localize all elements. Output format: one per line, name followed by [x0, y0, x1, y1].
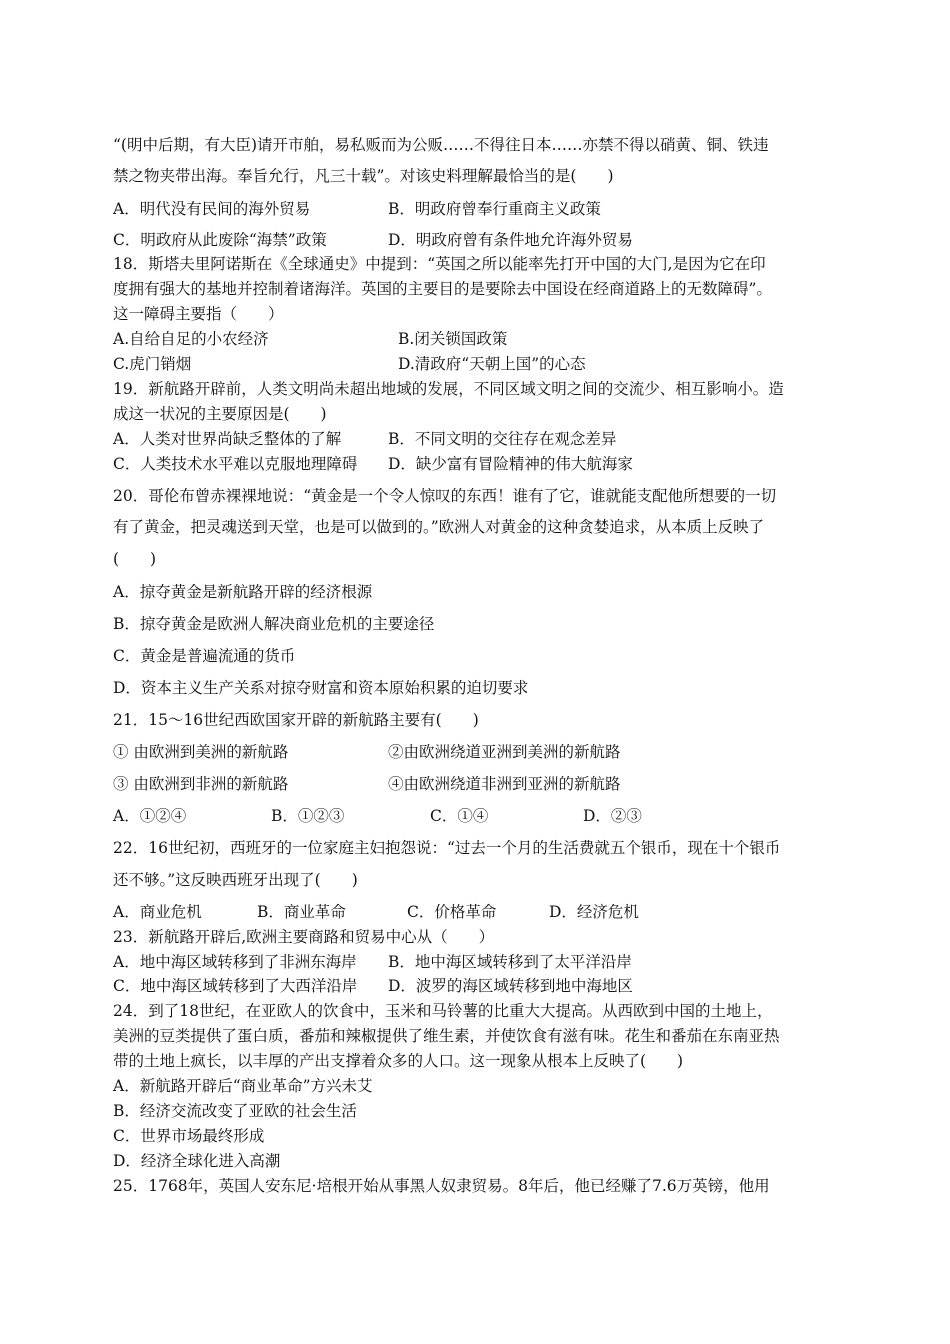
q19-option-c: C．人类技术水平难以克服地理障碍 [113, 455, 358, 473]
q25-stem-line1: 25．1768年，英国人安东尼·培根开始从事黑人奴隶贸易。8年后，他已经赚了7.6万英镑，他用 [113, 1177, 770, 1195]
q20-stem-line1: 20．哥伦布曾赤裸裸地说：“黄金是一个令人惊叹的东西！谁有了它，谁就能支配他所想要的一切 [113, 487, 777, 505]
q20-stem-line3: ( ) [113, 550, 157, 568]
q17-stem-line2: 禁之物夹带出海。奉旨允行，凡三十载”。对该史料理解最恰当的是( ) [113, 167, 614, 185]
q19-option-d: D．缺少富有冒险精神的伟大航海家 [388, 455, 633, 473]
q18-option-a: A.自给自足的小农经济 [113, 330, 269, 348]
q17-option-d: D．明政府曾有条件地允许海外贸易 [388, 231, 633, 249]
q20-option-d: D．资本主义生产关系对掠夺财富和资本原始积累的迫切要求 [113, 679, 529, 697]
q24-option-a: A．新航路开辟后“商业革命”方兴未艾 [113, 1077, 373, 1095]
q22-stem-line2: 还不够。”这反映西班牙出现了( ) [113, 871, 358, 889]
q24-stem-line2: 美洲的豆类提供了蛋白质，番茄和辣椒提供了维生素，并使饮食有滋有味。花生和番茄在东南亚热 [113, 1027, 780, 1045]
q24-option-b: B．经济交流改变了亚欧的社会生活 [113, 1102, 357, 1120]
q24-stem-line3: 带的土地上疯长，以丰厚的产出支撑着众多的人口。这一现象从根本上反映了( ) [113, 1052, 684, 1070]
q24-option-c: C．世界市场最终形成 [113, 1127, 265, 1145]
q21-option-c: C．①④ [430, 807, 489, 825]
q18-option-c: C.虎门销烟 [113, 355, 192, 373]
q21-option-d: D．②③ [583, 807, 642, 825]
q23-option-b: B．地中海区域转移到了太平洋沿岸 [388, 953, 632, 971]
q24-stem-line1: 24．到了18世纪，在亚欧人的饮食中，玉米和马铃薯的比重大大提高。从西欧到中国的土地上， [113, 1002, 773, 1020]
q21-option-a: A．①②④ [113, 807, 187, 825]
q17-option-a: A．明代没有民间的海外贸易 [113, 200, 311, 218]
q18-option-d: D.清政府“天朝上国”的心态 [398, 355, 586, 373]
q19-option-b: B．不同文明的交往存在观念差异 [388, 430, 617, 448]
q22-stem-line1: 22．16世纪初，西班牙的一位家庭主妇抱怨说：“过去一个月的生活费就五个银币，现在十个银币 [113, 839, 781, 857]
q18-option-b: B.闭关锁国政策 [398, 330, 508, 348]
q17-stem-line1: “(明中后期，有大臣)请开市舶，易私贩而为公贩……不得往日本……亦禁不得以硝黄、铜、铁违 [113, 136, 769, 154]
q18-stem-line1: 18．斯塔夫里阿诺斯在《全球通史》中提到：“英国之所以能率先打开中国的大门,是因为它在印 [113, 255, 766, 273]
q20-option-b: B．掠夺黄金是欧洲人解决商业危机的主要途径 [113, 615, 435, 633]
q19-stem-line1: 19．新航路开辟前，人类文明尚未超出地域的发展，不同区域文明之间的交流少、相互影响小。造 [113, 380, 784, 398]
q21-item-4: ④由欧洲绕道非洲到亚洲的新航路 [388, 775, 621, 793]
q22-option-b: B．商业革命 [257, 903, 346, 921]
q18-stem-line2: 度拥有强大的基地并控制着诸海洋。英国的主要目的是要除去中国设在经商道路上的无数障碍”。 [113, 280, 772, 298]
q20-stem-line2: 有了黄金，把灵魂送到天堂，也是可以做到的。”欧洲人对黄金的这种贪婪追求，从本质上反映了 [113, 518, 765, 536]
q19-stem-line2: 成这一状况的主要原因是( ) [113, 405, 327, 423]
q21-option-b: B．①②③ [271, 807, 345, 825]
q23-option-c: C．地中海区域转移到了大西洋沿岸 [113, 977, 358, 995]
q23-stem: 23．新航路开辟后,欧洲主要商路和贸易中心从（ ） [113, 928, 495, 946]
q21-item-1: ① 由欧洲到美洲的新航路 [113, 743, 289, 761]
q21-stem: 21．15～16世纪西欧国家开辟的新航路主要有( ) [113, 711, 479, 729]
q17-option-c: C．明政府从此废除“海禁”政策 [113, 231, 327, 249]
q17-option-b: B．明政府曾奉行重商主义政策 [388, 200, 601, 218]
q22-option-a: A．商业危机 [113, 903, 202, 921]
q20-option-c: C．黄金是普遍流通的货币 [113, 647, 296, 665]
q24-option-d: D．经济全球化进入高潮 [113, 1152, 281, 1170]
q22-option-c: C．价格革命 [407, 903, 497, 921]
q21-item-3: ③ 由欧洲到非洲的新航路 [113, 775, 289, 793]
q21-item-2: ②由欧洲绕道亚洲到美洲的新航路 [388, 743, 621, 761]
q20-option-a: A．掠夺黄金是新航路开辟的经济根源 [113, 583, 373, 601]
q18-stem-line3: 这一障碍主要指（ ） [113, 305, 284, 323]
q23-option-d: D．波罗的海区域转移到地中海地区 [388, 977, 633, 995]
q19-option-a: A．人类对世界尚缺乏整体的了解 [113, 430, 342, 448]
q23-option-a: A．地中海区域转移到了非洲东海岸 [113, 953, 357, 971]
q22-option-d: D．经济危机 [549, 903, 639, 921]
